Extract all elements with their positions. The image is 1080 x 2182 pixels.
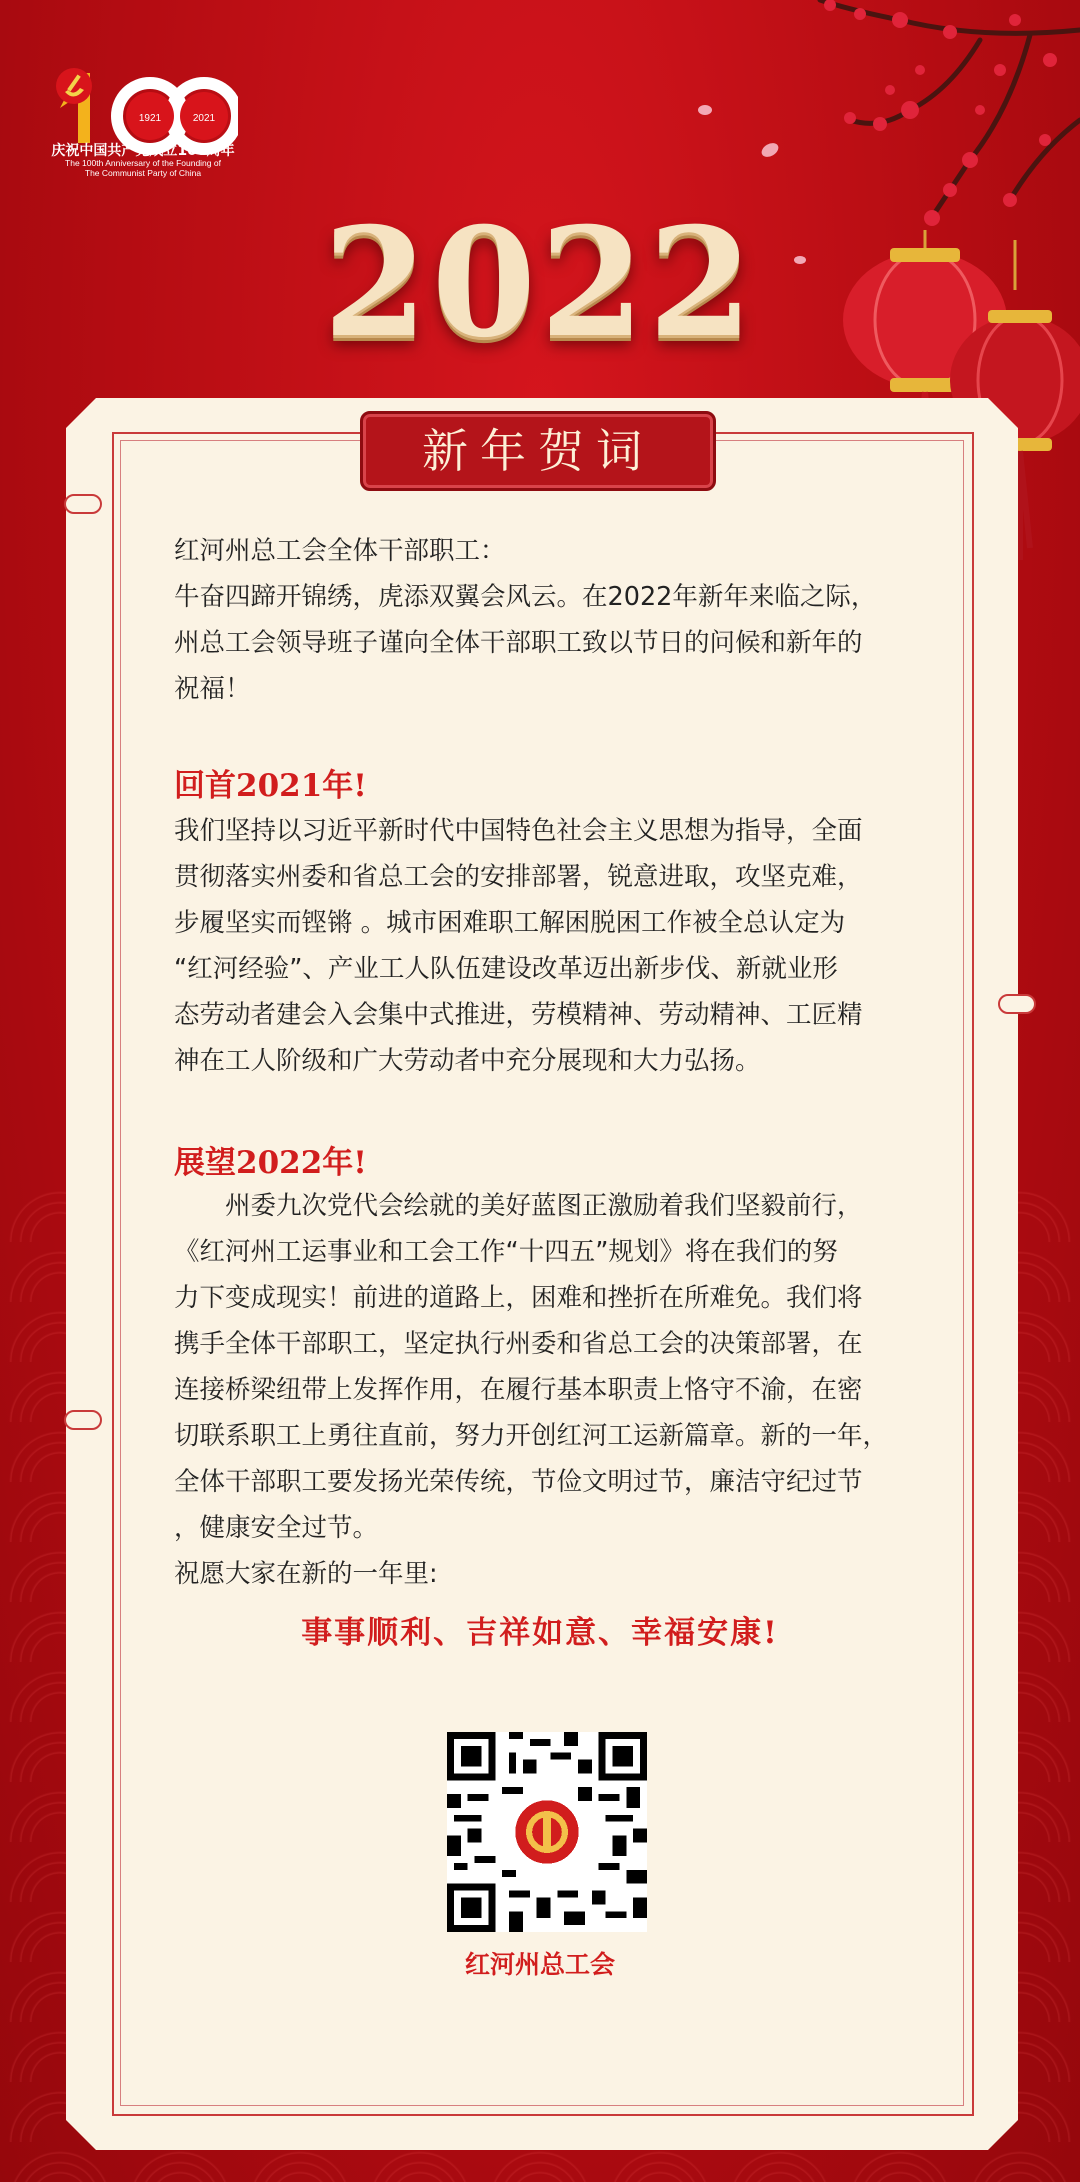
outlook-line: 《红河州工运事业和工会工作“十四五”规划》将在我们的努 — [174, 1237, 838, 1267]
outlook-line: 全体干部职工要发扬光荣传统，节俭文明过节，廉洁守纪过节 — [174, 1467, 863, 1497]
outlook-line: ，健康安全过节。 — [174, 1513, 379, 1543]
scroll-hook — [998, 994, 1036, 1014]
outlook-heading: 展望2022年! — [174, 1145, 367, 1181]
page-title: 新年贺词 — [360, 411, 716, 491]
logo-caption-en-2: The Communist Party of China — [84, 167, 202, 178]
blessing-text: 事事顺利、吉祥如意、幸福安康! — [301, 1615, 779, 1651]
review-heading: 回首2021年! — [174, 768, 367, 804]
greeting-line: 州总工会领导班子谨向全体干部职工致以节日的问候和新年的 — [174, 628, 863, 658]
review-line: 态劳动者建会入会集中式推进，劳模精神、劳动精神、工匠精 — [174, 1000, 863, 1030]
review-line: 神在工人阶级和广大劳动者中充分展现和大力弘扬。 — [174, 1046, 761, 1076]
outlook-line: 祝愿大家在新的一年里: — [174, 1559, 438, 1589]
year-title: 2022 — [323, 195, 757, 371]
scroll-hook — [64, 494, 102, 514]
qr-caption: 红河州总工会 — [464, 1950, 615, 1979]
logo-year-left: 1921 — [138, 113, 162, 124]
hammer-sickle-icon — [56, 68, 92, 104]
review-line: 贯彻落实州委和省总工会的安排部署，锐意进取，攻坚克难， — [174, 862, 863, 892]
logo-caption-cn: 庆祝中国共产党成立100周年 — [51, 143, 235, 159]
scroll-hook — [64, 1410, 102, 1430]
outlook-line: 切联系职工上勇往直前，努力开创红河工运新篇章。新的一年， — [174, 1421, 889, 1451]
outlook-text — [174, 1183, 907, 1597]
logo-caption — [48, 143, 238, 179]
review-line: “红河经验”、产业工人队伍建设改革迈出新步伐、新就业形 — [174, 954, 838, 984]
logo-year-right: 2021 — [192, 113, 216, 124]
greeting-line: 牛奋四蹄开锦绣，虎添双翼会风云。在2022年新年来临之际， — [174, 582, 877, 612]
review-line: 我们坚持以习近平新时代中国特色社会主义思想为指导，全面 — [174, 816, 863, 846]
outlook-line: 连接桥梁纽带上发挥作用，在履行基本职责上恪守不渝，在密 — [174, 1375, 863, 1405]
greeting-text — [174, 528, 907, 712]
review-text — [174, 808, 907, 1084]
outlook-line: 携手全体干部职工，坚定执行州委和省总工会的决策部署，在 — [174, 1329, 863, 1359]
qr-code[interactable] — [447, 1732, 647, 1932]
salutation: 红河州总工会全体干部职工： — [174, 536, 506, 566]
outlook-line: 州委九次党代会绘就的美好蓝图正激励着我们坚毅前行， — [225, 1191, 863, 1221]
logo-caption-en-1: The 100th Anniversary of the Founding of — [65, 158, 221, 169]
greeting-line: 祝福！ — [174, 674, 251, 704]
review-line: 步履坚实而铿锵 。城市困难职工解困脱困工作被全总认定为 — [174, 908, 846, 938]
outlook-line: 力下变成现实！前进的道路上，困难和挫折在所难免。我们将 — [174, 1283, 863, 1313]
